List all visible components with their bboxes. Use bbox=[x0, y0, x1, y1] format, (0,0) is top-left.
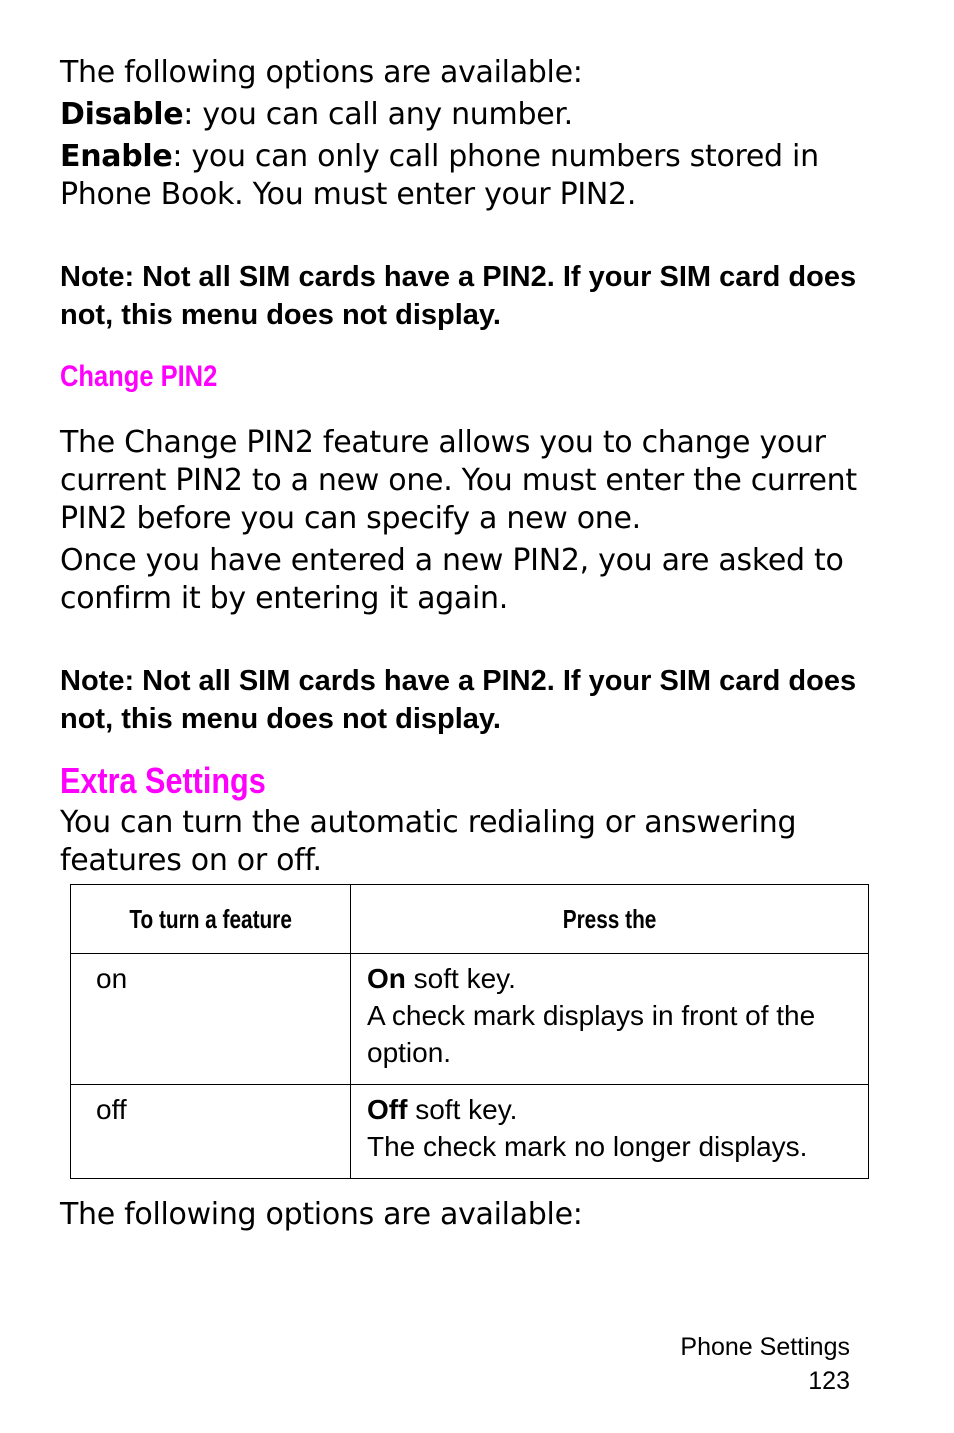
table-cell-feature: on bbox=[71, 954, 351, 1085]
table-header-feature: To turn a feature bbox=[71, 885, 351, 954]
feature-table bbox=[70, 884, 869, 1179]
table-row bbox=[71, 954, 869, 1085]
disable-term: Disable bbox=[60, 97, 184, 132]
change-pin2-para-2: Once you have entered a new PIN2, you are asked to confirm it by entering it again. bbox=[60, 543, 844, 616]
table-cell-press: Off soft key. The check mark no longer displays. bbox=[351, 1085, 869, 1179]
table-row bbox=[71, 1085, 869, 1179]
closing-line: The following options are available: bbox=[60, 1197, 583, 1232]
intro-line: The following options are available: bbox=[60, 55, 583, 90]
change-pin2-para-1: The Change PIN2 feature allows you to change your current PIN2 to a new one. You must enter the current PIN2 before you can specify a new one. bbox=[60, 425, 857, 536]
change-pin2-heading: Change PIN2 bbox=[60, 360, 218, 393]
page-footer bbox=[680, 1330, 850, 1398]
enable-desc: : you can only call phone numbers stored in Phone Book. You must enter your PIN2. bbox=[60, 139, 819, 212]
disable-desc: : you can call any number. bbox=[183, 97, 573, 132]
enable-option bbox=[60, 138, 890, 214]
table-cell-detail: The check mark no longer displays. bbox=[367, 1131, 808, 1162]
soft-key-name: On bbox=[367, 963, 406, 994]
note-1: Note: Not all SIM cards have a PIN2. If your SIM card does not, this menu does not display. bbox=[60, 261, 857, 331]
table-header-row bbox=[71, 885, 869, 954]
soft-key-name: Off bbox=[367, 1094, 408, 1125]
page-content bbox=[60, 50, 890, 880]
page-number: 123 bbox=[808, 1367, 850, 1395]
extra-settings-heading: Extra Settings bbox=[60, 760, 266, 801]
table-cell-press: On soft key. A check mark displays in front of the option. bbox=[351, 954, 869, 1085]
footer-section: Phone Settings bbox=[680, 1333, 850, 1361]
enable-term: Enable bbox=[60, 139, 173, 174]
table-cell-detail: A check mark displays in front of the option. bbox=[367, 1000, 816, 1068]
note-2: Note: Not all SIM cards have a PIN2. If your SIM card does not, this menu does not display. bbox=[60, 665, 857, 735]
extra-settings-para: You can turn the automatic redialing or answering features on or off. bbox=[60, 805, 797, 878]
disable-option bbox=[60, 96, 890, 134]
table-cell-feature: off bbox=[71, 1085, 351, 1179]
table-header-press: Press the bbox=[351, 885, 869, 954]
